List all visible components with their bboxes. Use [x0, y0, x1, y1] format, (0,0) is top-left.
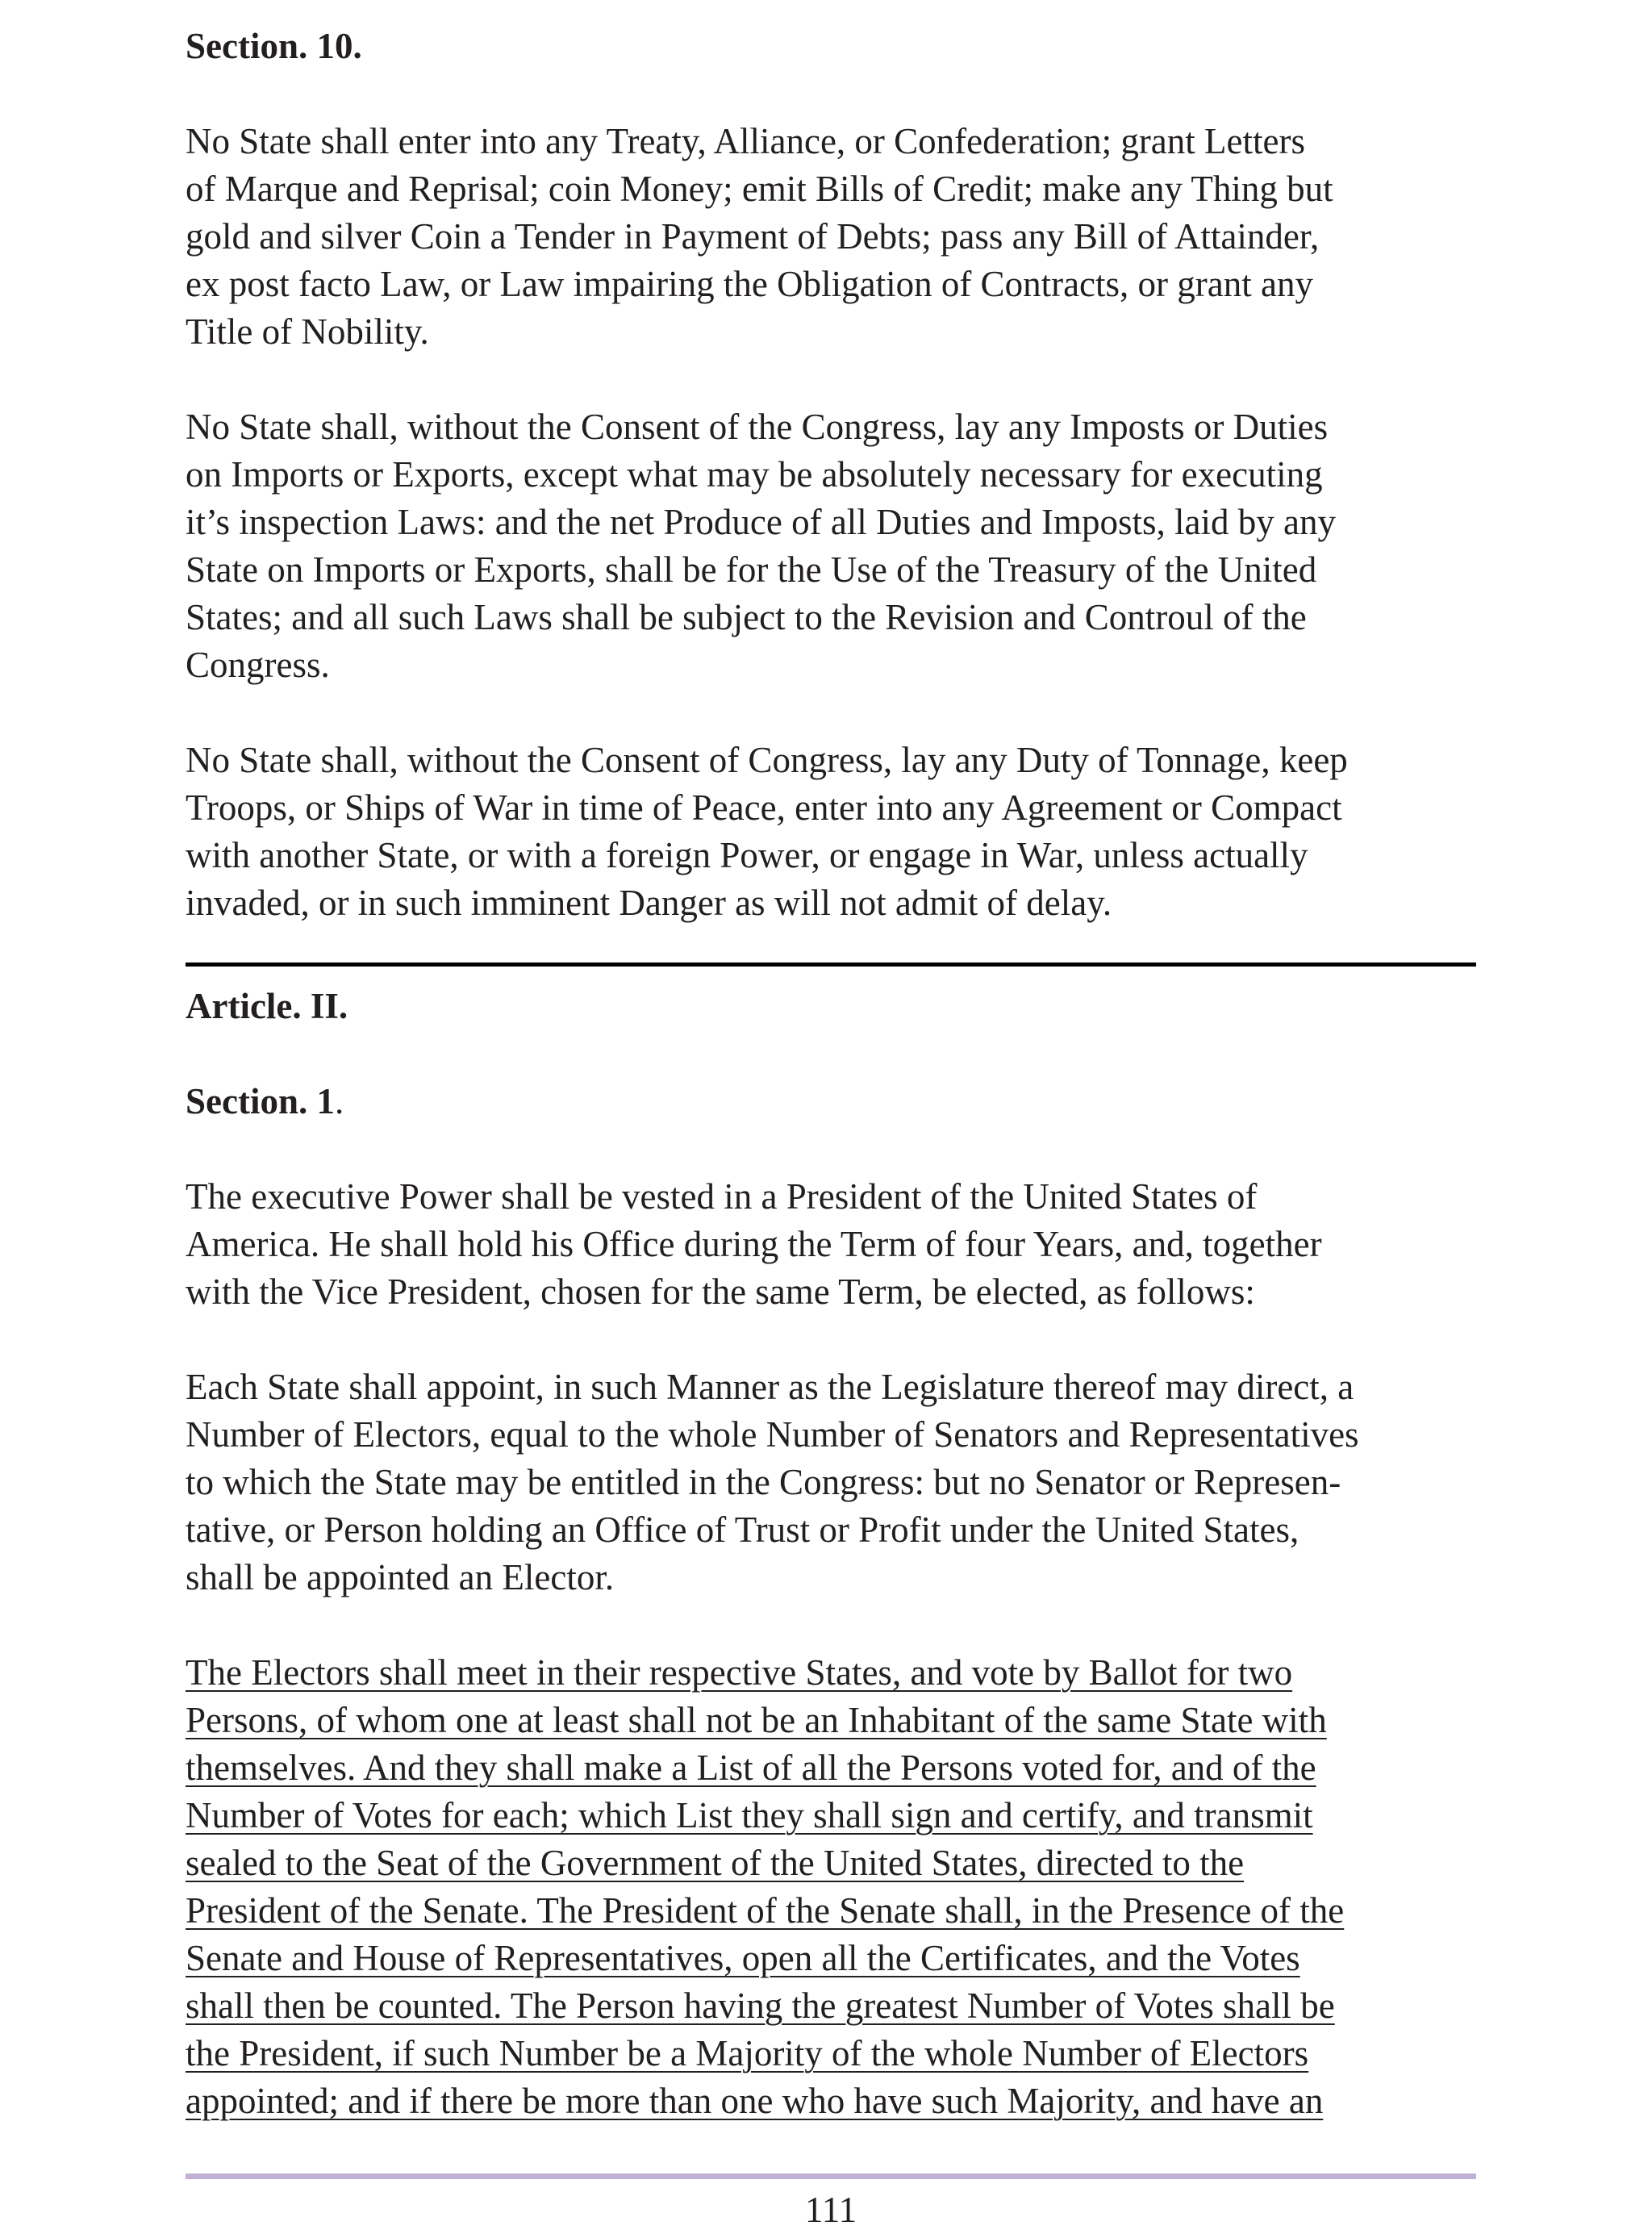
article-2-paragraph-2: [186, 1363, 1359, 1601]
section-heading-label: Section. 1: [186, 1081, 335, 1121]
section-heading: Section. 10.: [186, 26, 362, 66]
text-line: States; and all such Laws shall be subject to the Revision and Controul of the: [186, 597, 1307, 637]
section-1-heading-block: [186, 1078, 344, 1125]
text-line: themselves. And they shall make a List of all the Persons voted for, and of the: [186, 1748, 1316, 1788]
text-line: the President, if such Number be a Majority of the whole Number of Electors: [186, 2033, 1309, 2073]
text-line: gold and silver Coin a Tender in Payment of Debts; pass any Bill of Attainder,: [186, 216, 1320, 257]
text-line: No State shall, without the Consent of Congress, lay any Duty of Tonnage, keep: [186, 740, 1348, 780]
text-line: invaded, or in such imminent Danger as will not admit of delay.: [186, 883, 1112, 923]
text-line: Number of Votes for each; which List they shall sign and certify, and transmit: [186, 1795, 1313, 1835]
section-10-paragraph-3: [186, 737, 1348, 927]
section-10-paragraph-1: [186, 118, 1333, 356]
text-line: shall then be counted. The Person having the greatest Number of Votes shall be: [186, 1986, 1335, 2026]
text-line: President of the Senate. The President of the Senate shall, in the Presence of the: [186, 1890, 1345, 1931]
article-heading: Article. II.: [186, 986, 348, 1026]
text-line: America. He shall hold his Office during the Term of four Years, and, together: [186, 1224, 1322, 1264]
text-line: it’s inspection Laws: and the net Produce of all Duties and Imposts, laid by any: [186, 502, 1336, 542]
text-line: Each State shall appoint, in such Manner as the Legislature thereof may direct, a: [186, 1367, 1354, 1407]
article-2-paragraph-1: [186, 1173, 1322, 1316]
text-line: of Marque and Reprisal; coin Money; emit Bills of Credit; make any Thing but: [186, 169, 1333, 209]
text-line: tative, or Person holding an Office of Trust or Profit under the United States,: [186, 1510, 1299, 1550]
section-heading: [186, 1078, 344, 1125]
section-10-paragraph-2: [186, 403, 1336, 689]
page-number: 111: [804, 2190, 857, 2230]
text-line: shall be appointed an Elector.: [186, 1557, 615, 1597]
footer-divider: [186, 2173, 1476, 2179]
text-line: with another State, or with a foreign Power, or engage in War, unless actually: [186, 835, 1308, 875]
text-line: on Imports or Exports, except what may be absolutely necessary for executing: [186, 454, 1323, 495]
text-line: Troops, or Ships of War in time of Peace, enter into any Agreement or Compact: [186, 787, 1342, 828]
section-heading-period: .: [335, 1081, 344, 1121]
text-line: State on Imports or Exports, shall be for the Use of the Treasury of the United: [186, 549, 1317, 590]
text-line: sealed to the Seat of the Government of the United States, directed to the: [186, 1843, 1245, 1883]
text-line: Senate and House of Representatives, open all the Certificates, and the Votes: [186, 1938, 1300, 1978]
text-line: No State shall, without the Consent of the Congress, lay any Imposts or Duties: [186, 407, 1329, 447]
article-2-underlined-paragraph: [186, 1649, 1344, 2125]
article-divider: [186, 962, 1476, 967]
text-line: Congress.: [186, 645, 330, 685]
text-line: appointed; and if there be more than one who have such Majority, and have an: [186, 2081, 1324, 2121]
text-line: The executive Power shall be vested in a President of the United States of: [186, 1176, 1258, 1217]
text-line: with the Vice President, chosen for the same Term, be elected, as follows:: [186, 1272, 1255, 1312]
article-2-heading-block: [186, 983, 348, 1030]
text-line: No State shall enter into any Treaty, Alliance, or Confederation; grant Letters: [186, 121, 1305, 161]
text-line: Persons, of whom one at least shall not be an Inhabitant of the same State with: [186, 1700, 1327, 1740]
text-line: Title of Nobility.: [186, 311, 429, 352]
text-line: to which the State may be entitled in the Congress: but no Senator or Represen-: [186, 1462, 1341, 1502]
text-line: ex post facto Law, or Law impairing the Obligation of Contracts, or grant any: [186, 264, 1313, 304]
text-line: The Electors shall meet in their respective States, and vote by Ballot for two: [186, 1652, 1293, 1693]
section-10-block: [186, 23, 362, 70]
text-line: Number of Electors, equal to the whole Number of Senators and Representatives: [186, 1414, 1359, 1455]
